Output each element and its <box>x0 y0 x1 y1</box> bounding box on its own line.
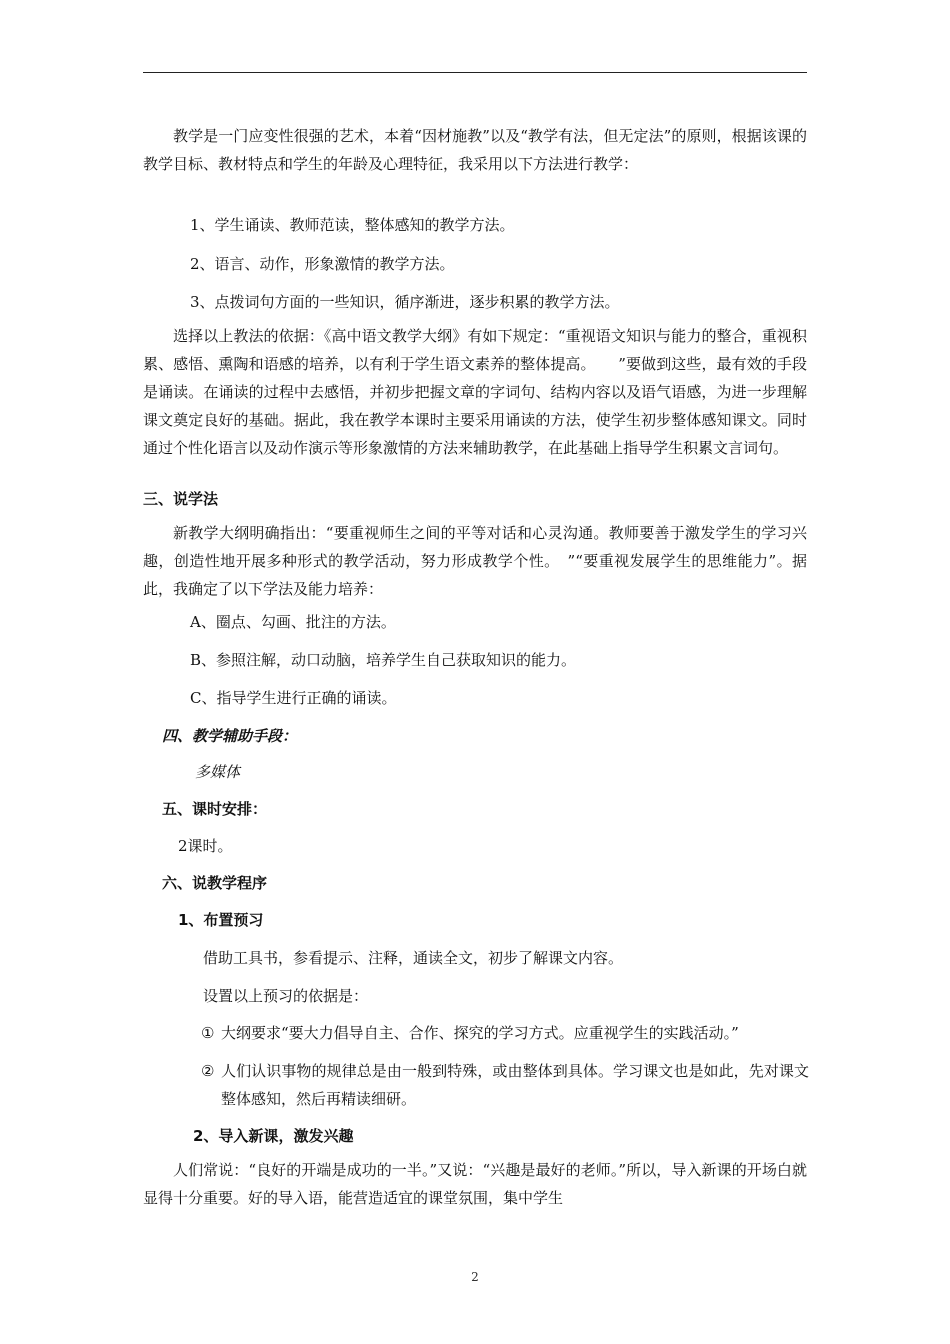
study-item-b <box>190 646 790 674</box>
section-heading-schedule: 五、课时安排： <box>162 800 268 818</box>
step1-text-block <box>203 944 803 972</box>
method-list-3 <box>190 288 790 316</box>
step2-text: 人们常说：“良好的开端是成功的一半。”又说：“兴趣是最好的老师。”所以，导入新课的开场白就显得十分重要。好的导入语，能营造适宜的课堂氛围，集中学生 <box>143 1161 807 1207</box>
method-list-2 <box>190 250 790 278</box>
method-basis-block <box>143 322 807 462</box>
section-heading-procedure: 六、说教学程序 <box>162 874 268 892</box>
method-intro-paragraph: 教学是一门应变性很强的艺术，本着“因材施教”以及“教学有法，但无定法”的原则，根据该课的教学目标、教材特点和学生的年龄及心理特征，我采用以下方法进行教学： <box>143 127 807 173</box>
aids-heading-block <box>162 722 826 750</box>
study-item: A、圈点、勾画、批注的方法。 <box>190 613 396 631</box>
step1-basis: 设置以上预习的依据是： <box>203 987 369 1005</box>
basis-marker: ② <box>201 1062 215 1080</box>
basis-text: 大纲要求“要大力倡导自主、合作、探究的学习方式。应重视学生的实践活动。” <box>221 1024 739 1042</box>
method-item: 3、点拨词句方面的一些知识，循序渐进，逐步积累的教学方法。 <box>190 293 620 311</box>
page-number: 2 <box>471 1270 479 1284</box>
method-basis-paragraph: 选择以上教法的依据：《高中语文教学大纲》有如下规定：“重视语文知识与能力的整合，重视积累、感悟、熏陶和语感的培养，以有利于学生语文素养的整体提高。 ”要做到这些，最有效的手段是诵读。在诵读的过程中去感悟，并初步把握文章的字词句、结构内容以及语气语感，为进一步理解课文奠定良好的基础。据此，我在教学本课时主要采用诵读的方法，使学生初步整体感知课文。同时通过个性化语言以及动作演示等形象激情的方法来辅助教学，在此基础上指导学生积累文言词句。 <box>143 327 807 457</box>
study-item: C、指导学生进行正确的诵读。 <box>190 689 397 707</box>
step-heading: 1、布置预习 <box>178 911 264 929</box>
basis-item <box>201 1019 809 1047</box>
aids-value: 多媒体 <box>195 763 241 781</box>
method-item: 2、语言、动作，形象激情的教学方法。 <box>190 255 455 273</box>
method-list <box>190 211 790 239</box>
schedule-value-block <box>178 832 842 860</box>
step1-text: 借助工具书，参看提示、注释，通读全文，初步了解课文内容。 <box>203 949 624 967</box>
schedule-value: 2课时。 <box>178 837 233 855</box>
aids-value-block <box>195 758 859 786</box>
basis-marker: ① <box>201 1024 215 1042</box>
header-rule <box>143 72 807 73</box>
basis-item <box>201 1057 809 1113</box>
method-intro-block <box>143 122 807 178</box>
study-item-a <box>190 608 790 636</box>
method-item: 1、学生诵读、教师范读，整体感知的教学方法。 <box>190 216 515 234</box>
step2-heading-block <box>193 1122 857 1150</box>
step1-heading-block <box>178 906 842 934</box>
study-intro-block <box>143 519 807 603</box>
section-heading-study: 三、说学法 <box>143 490 219 508</box>
study-item-c <box>190 684 790 712</box>
schedule-heading-block <box>162 795 826 823</box>
study-heading-block <box>143 485 807 513</box>
section-heading-aids: 四、教学辅助手段： <box>162 727 298 745</box>
step-heading: 2、导入新课，激发兴趣 <box>193 1127 354 1145</box>
step2-text-block <box>143 1156 807 1212</box>
procedure-heading-block <box>162 869 826 897</box>
study-intro-paragraph: 新教学大纲明确指出：“要重视师生之间的平等对话和心灵沟通。教师要善于激发学生的学习兴趣，创造性地开展多种形式的教学活动，努力形成教学个性。 ”“要重视发展学生的思维能力”。据此，我确定了以下学法及能力培养： <box>143 524 807 598</box>
basis-text: 人们认识事物的规律总是由一般到特殊，或由整体到具体。学习课文也是如此，先对课文整体感知，然后再精读细研。 <box>221 1062 809 1108</box>
study-item: B、参照注解，动口动脑，培养学生自己获取知识的能力。 <box>190 651 577 669</box>
step1-basis-block <box>203 982 803 1010</box>
